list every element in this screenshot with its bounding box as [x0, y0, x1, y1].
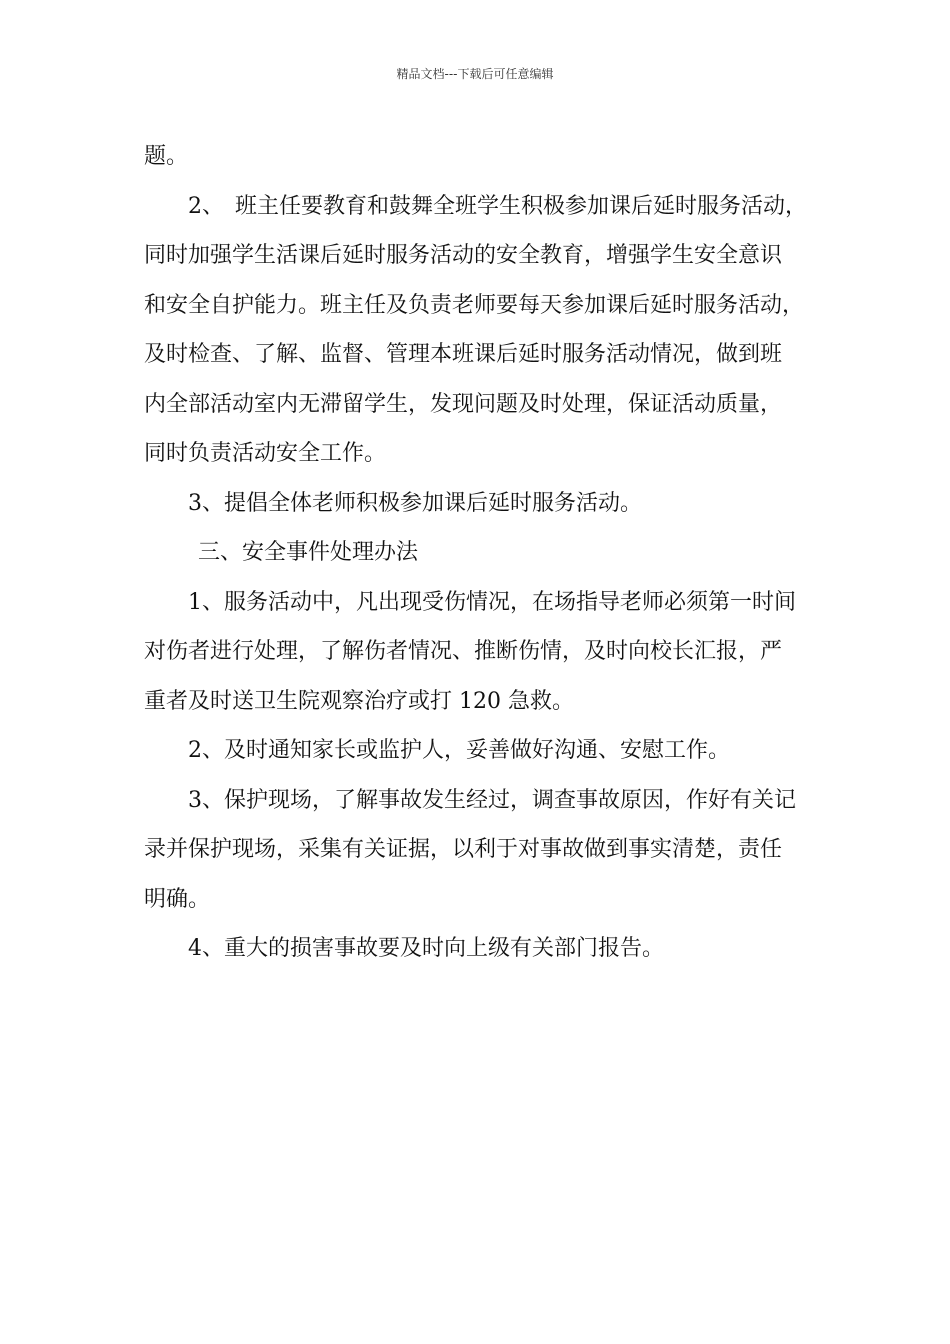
text-line: 同时加强学生活课后延时服务活动的安全教育，增强学生安全意识 — [144, 243, 783, 268]
text-line: 题。 — [144, 144, 189, 169]
text-line: 3、保护现场，了解事故发生经过，调查事故原因，作好有关记 — [188, 787, 796, 813]
section-heading — [144, 528, 834, 578]
document-body — [144, 132, 834, 974]
paragraph-incident-4 — [144, 924, 834, 974]
text-line: 三、安全事件处理办法 — [198, 540, 419, 565]
paragraph-item-3 — [144, 479, 834, 529]
text-line: 4、重大的损害事故要及时向上级有关部门报告。 — [188, 936, 664, 961]
text-line: 2、及时通知家长或监护人，妥善做好沟通、安慰工作。 — [188, 738, 730, 763]
paragraph-incident-3 — [144, 776, 834, 925]
paragraph-continuation — [144, 132, 834, 182]
text-line: 和安全自护能力。班主任及负责老师要每天参加课后延时服务活动， — [144, 292, 805, 318]
text-line: 对伤者进行处理，了解伤者情况、推断伤情，及时向校长汇报，严 — [144, 639, 783, 664]
text-line: 及时检查、了解、监督、管理本班课后延时服务活动情况，做到班 — [144, 342, 783, 367]
text-line: 明确。 — [144, 886, 211, 912]
text-line: 3、提倡全体老师积极参加课后延时服务活动。 — [188, 490, 642, 516]
text-line: 重者及时送卫生院观察治疗或打 120 急救。 — [144, 688, 574, 714]
text-line: 2、 班主任要教育和鼓舞全班学生积极参加课后延时服务活动， — [188, 193, 807, 219]
paragraph-incident-2 — [144, 726, 834, 776]
text-line: 同时负责活动安全工作。 — [144, 441, 387, 466]
paragraph-incident-1 — [144, 578, 834, 727]
page-header: 精品文档---下载后可任意编辑 — [396, 67, 554, 81]
text-line: 内全部活动室内无滞留学生，发现问题及时处理，保证活动质量， — [144, 391, 783, 417]
text-line: 1、服务活动中，凡出现受伤情况，在场指导老师必须第一时间 — [188, 589, 796, 615]
paragraph-item-2 — [144, 182, 834, 479]
text-line: 录并保护现场，采集有关证据，以利于对事故做到事实清楚，责任 — [144, 837, 783, 862]
